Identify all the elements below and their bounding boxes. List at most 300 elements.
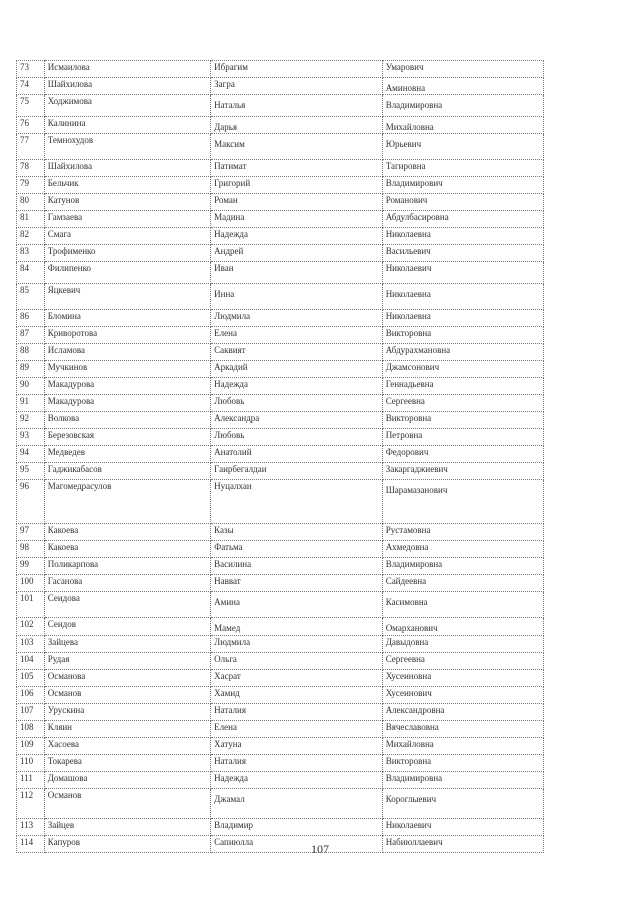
row-number	[17, 95, 45, 117]
given-name-cell-text: Хасрат	[214, 671, 241, 681]
surname-cell-text: Исмаилова	[47, 62, 90, 72]
row-number-text: 84	[20, 263, 29, 273]
patronymic-cell	[382, 738, 543, 755]
table-row	[17, 463, 544, 480]
row-number-text: 113	[20, 820, 34, 830]
surname-cell	[44, 61, 210, 78]
given-name-cell-text: Роман	[214, 195, 238, 205]
row-number-text: 112	[20, 790, 34, 800]
patronymic-cell-text: Владимировна	[385, 773, 443, 783]
given-name-cell-text: Казы	[214, 525, 234, 535]
patronymic-cell-text: Васильевич	[385, 246, 431, 256]
surname-cell-text: Рудая	[47, 654, 70, 664]
patronymic-cell	[382, 653, 543, 670]
table-row	[17, 687, 544, 704]
patronymic-cell	[382, 721, 543, 738]
table-row	[17, 429, 544, 446]
row-number-text: 100	[20, 576, 34, 586]
surname-cell	[44, 262, 210, 284]
given-name-cell-text: Аркадий	[214, 362, 248, 372]
given-name-cell-text: Нуцалхан	[214, 481, 252, 491]
given-name-cell-text: Загра	[214, 79, 235, 89]
surname-cell	[44, 653, 210, 670]
given-name-cell	[211, 211, 383, 228]
surname-cell	[44, 592, 210, 618]
surname-cell-text: Сеидов	[47, 619, 76, 629]
given-name-cell	[211, 738, 383, 755]
row-number-text: 76	[20, 118, 29, 128]
surname-cell-text: Макадурова	[47, 379, 95, 389]
given-name-cell	[211, 721, 383, 738]
row-number-text: 97	[20, 525, 29, 535]
row-number	[17, 412, 45, 429]
surname-cell-text: Шайхилова	[47, 161, 93, 171]
row-number-text: 111	[20, 773, 33, 783]
row-number	[17, 480, 45, 524]
given-name-cell-text: Инна	[214, 289, 235, 299]
surname-cell-text: Хасоева	[47, 739, 79, 749]
surname-cell	[44, 284, 210, 310]
patronymic-cell	[382, 541, 543, 558]
patronymic-cell-text: Абдулбасировна	[385, 212, 449, 222]
given-name-cell	[211, 636, 383, 653]
surname-cell-text: Кляин	[47, 722, 73, 732]
given-name-cell	[211, 592, 383, 618]
patronymic-cell-text: Викторовна	[385, 413, 432, 423]
given-name-cell-text: Елена	[214, 722, 237, 732]
surname-cell-text: Зайцев	[47, 820, 75, 830]
table-row	[17, 245, 544, 262]
patronymic-cell-text: Сергеевна	[385, 396, 425, 406]
row-number	[17, 463, 45, 480]
surname-cell	[44, 687, 210, 704]
patronymic-cell-text: Аминовна	[385, 83, 426, 93]
given-name-cell	[211, 480, 383, 524]
row-number	[17, 284, 45, 310]
row-number	[17, 194, 45, 211]
surname-cell-text: Гасанова	[47, 576, 83, 586]
given-name-cell-text: Сапиюлла	[214, 837, 254, 847]
patronymic-cell	[382, 636, 543, 653]
surname-cell	[44, 738, 210, 755]
row-number	[17, 228, 45, 245]
row-number-text: 89	[20, 362, 29, 372]
patronymic-cell-text: Николаевна	[385, 229, 431, 239]
given-name-cell-text: Мамед	[214, 623, 241, 633]
given-name-cell	[211, 160, 383, 177]
surname-cell-text: Поликарпова	[47, 559, 99, 569]
surname-cell	[44, 618, 210, 636]
surname-cell	[44, 819, 210, 836]
given-name-cell	[211, 819, 383, 836]
row-number-text: 114	[20, 837, 34, 847]
surname-cell	[44, 361, 210, 378]
surname-cell	[44, 378, 210, 395]
given-name-cell	[211, 541, 383, 558]
table-row	[17, 95, 544, 117]
table-row	[17, 524, 544, 541]
row-number	[17, 361, 45, 378]
patronymic-cell-text: Николаевич	[385, 263, 432, 273]
patronymic-cell	[382, 524, 543, 541]
row-number-text: 75	[20, 96, 29, 106]
given-name-cell-text: Александра	[214, 413, 260, 423]
surname-cell-text: Ходжимова	[47, 96, 92, 106]
patronymic-cell-text: Сайдеевна	[385, 576, 427, 586]
row-number	[17, 177, 45, 194]
table-row	[17, 61, 544, 78]
surname-cell-text: Какоева	[47, 542, 79, 552]
patronymic-cell	[382, 95, 543, 117]
row-number	[17, 755, 45, 772]
surname-cell	[44, 78, 210, 95]
surname-cell	[44, 636, 210, 653]
patronymic-cell	[382, 117, 543, 134]
patronymic-cell	[382, 378, 543, 395]
patronymic-cell	[382, 429, 543, 446]
surname-cell-text: Филипенко	[47, 263, 92, 273]
given-name-cell-text: Навват	[214, 576, 241, 586]
row-number-text: 79	[20, 178, 29, 188]
row-number-text: 93	[20, 430, 29, 440]
patronymic-cell	[382, 78, 543, 95]
row-number	[17, 636, 45, 653]
patronymic-cell-text: Шарамазанович	[385, 485, 448, 495]
given-name-cell	[211, 618, 383, 636]
table-row	[17, 592, 544, 618]
given-name-cell	[211, 653, 383, 670]
table-row	[17, 789, 544, 819]
table-row	[17, 575, 544, 592]
patronymic-cell	[382, 446, 543, 463]
row-number	[17, 819, 45, 836]
patronymic-cell	[382, 344, 543, 361]
patronymic-cell-text: Михайловна	[385, 739, 434, 749]
patronymic-cell	[382, 395, 543, 412]
given-name-cell-text: Хатуна	[214, 739, 242, 749]
patronymic-cell-text: Юрьевич	[385, 139, 422, 149]
patronymic-cell	[382, 704, 543, 721]
given-name-cell-text: Ольга	[214, 654, 237, 664]
table-row	[17, 738, 544, 755]
table-row	[17, 704, 544, 721]
surname-cell-text: Бломина	[47, 311, 81, 321]
surname-cell	[44, 412, 210, 429]
patronymic-cell-text: Федорович	[385, 447, 429, 457]
given-name-cell	[211, 78, 383, 95]
patronymic-cell	[382, 284, 543, 310]
given-name-cell-text: Андрей	[214, 246, 244, 256]
table-row	[17, 755, 544, 772]
surname-cell-text: Османов	[47, 790, 82, 800]
given-name-cell	[211, 687, 383, 704]
patronymic-cell-text: Джамсонович	[385, 362, 440, 372]
patronymic-cell	[382, 361, 543, 378]
patronymic-cell-text: Александровна	[385, 705, 445, 715]
surname-cell-text: Османов	[47, 688, 82, 698]
row-number-text: 107	[20, 705, 34, 715]
given-name-cell	[211, 789, 383, 819]
row-number-text: 95	[20, 464, 29, 474]
table-row	[17, 721, 544, 738]
row-number	[17, 772, 45, 789]
row-number	[17, 160, 45, 177]
patronymic-cell	[382, 211, 543, 228]
surname-cell-text: Яцкевич	[47, 285, 81, 295]
row-number	[17, 721, 45, 738]
table-row	[17, 772, 544, 789]
given-name-cell	[211, 134, 383, 160]
given-name-cell	[211, 670, 383, 687]
given-name-cell	[211, 61, 383, 78]
table-row	[17, 327, 544, 344]
patronymic-cell-text: Николаевич	[385, 820, 432, 830]
patronymic-cell-text: Петровна	[385, 430, 423, 440]
row-number-text: 106	[20, 688, 34, 698]
given-name-cell-text: Мадина	[214, 212, 245, 222]
row-number	[17, 327, 45, 344]
patronymic-cell	[382, 327, 543, 344]
table-row	[17, 558, 544, 575]
surname-cell-text: Гаджикабасов	[47, 464, 102, 474]
surname-cell-text: Токарева	[47, 756, 82, 766]
row-number-text: 88	[20, 345, 29, 355]
given-name-cell	[211, 429, 383, 446]
given-name-cell	[211, 395, 383, 412]
patronymic-cell-text: Николаевна	[385, 311, 431, 321]
surname-cell-text: Темнохудов	[47, 135, 94, 145]
row-number	[17, 61, 45, 78]
given-name-cell-text: Ибрагим	[214, 62, 248, 72]
row-number-text: 108	[20, 722, 34, 732]
given-name-cell	[211, 772, 383, 789]
patronymic-cell-text: Набиюллаевич	[385, 837, 443, 847]
surname-cell	[44, 160, 210, 177]
patronymic-cell	[382, 177, 543, 194]
table-row	[17, 134, 544, 160]
row-number	[17, 704, 45, 721]
patronymic-cell-text: Викторовна	[385, 328, 432, 338]
surname-cell	[44, 95, 210, 117]
surname-cell	[44, 194, 210, 211]
row-number	[17, 789, 45, 819]
patronymic-cell	[382, 412, 543, 429]
row-number	[17, 117, 45, 134]
given-name-cell	[211, 194, 383, 211]
row-number	[17, 344, 45, 361]
row-number-text: 90	[20, 379, 29, 389]
patronymic-cell-text: Рустамовна	[385, 525, 431, 535]
patronymic-cell	[382, 755, 543, 772]
surname-cell-text: Магомедрасулов	[47, 481, 112, 491]
row-number-text: 77	[20, 135, 29, 145]
patronymic-cell-text: Романович	[385, 195, 428, 205]
given-name-cell	[211, 361, 383, 378]
row-number-text: 86	[20, 311, 29, 321]
surname-cell-text: Урускина	[47, 705, 85, 715]
row-number	[17, 653, 45, 670]
page-number: 107	[311, 842, 329, 856]
given-name-cell	[211, 177, 383, 194]
surname-cell	[44, 344, 210, 361]
surname-cell	[44, 134, 210, 160]
surname-cell-text: Исламова	[47, 345, 86, 355]
patronymic-cell-text: Давыдовна	[385, 637, 429, 647]
surname-cell-text: Домашова	[47, 773, 88, 783]
given-name-cell	[211, 284, 383, 310]
patronymic-cell-text: Умарович	[385, 62, 424, 72]
table-row	[17, 310, 544, 327]
row-number	[17, 211, 45, 228]
given-name-cell-text: Гаирбегалдаи	[214, 464, 267, 474]
surname-cell	[44, 721, 210, 738]
table-row	[17, 541, 544, 558]
row-number-text: 105	[20, 671, 34, 681]
surname-cell-text: Березовская	[47, 430, 95, 440]
patronymic-cell	[382, 463, 543, 480]
surname-cell-text: Трофименко	[47, 246, 96, 256]
row-number-text: 73	[20, 62, 29, 72]
given-name-cell	[211, 262, 383, 284]
given-name-cell-text: Любовь	[214, 396, 245, 406]
surname-cell	[44, 211, 210, 228]
patronymic-cell-text: Геннадьевна	[385, 379, 434, 389]
surname-cell	[44, 524, 210, 541]
given-name-cell-text: Григорий	[214, 178, 251, 188]
patronymic-cell-text: Закаргаджиевич	[385, 464, 448, 474]
patronymic-cell-text: Вячеславовна	[385, 722, 439, 732]
surname-cell-text: Калинина	[47, 118, 86, 128]
row-number-text: 94	[20, 447, 29, 457]
surname-cell	[44, 558, 210, 575]
surname-cell	[44, 177, 210, 194]
row-number-text: 96	[20, 481, 29, 491]
row-number	[17, 446, 45, 463]
row-number	[17, 738, 45, 755]
row-number-text: 78	[20, 161, 29, 171]
table-row	[17, 653, 544, 670]
row-number	[17, 134, 45, 160]
surname-cell	[44, 327, 210, 344]
surname-cell-text: Медведев	[47, 447, 85, 457]
given-name-cell-text: Владимир	[214, 820, 254, 830]
row-number	[17, 558, 45, 575]
table-row	[17, 361, 544, 378]
surname-cell-text: Катунов	[47, 195, 80, 205]
row-number-text: 99	[20, 559, 29, 569]
patronymic-cell-text: Михайловна	[385, 122, 434, 132]
row-number	[17, 310, 45, 327]
patronymic-cell-text: Викторовна	[385, 756, 432, 766]
patronymic-cell-text: Хусеиновна	[385, 671, 432, 681]
given-name-cell-text: Хамид	[214, 688, 240, 698]
patronymic-cell	[382, 194, 543, 211]
row-number-text: 102	[20, 619, 34, 629]
surname-cell-text: Капуров	[47, 837, 81, 847]
table-row	[17, 177, 544, 194]
patronymic-cell	[382, 670, 543, 687]
row-number	[17, 262, 45, 284]
given-name-cell	[211, 327, 383, 344]
row-number	[17, 670, 45, 687]
table-row	[17, 284, 544, 310]
given-name-cell-text: Наталия	[214, 705, 246, 715]
given-name-cell	[211, 446, 383, 463]
row-number-text: 81	[20, 212, 29, 222]
row-number-text: 85	[20, 285, 29, 295]
given-name-cell-text: Анатолий	[214, 447, 252, 457]
roster-body	[17, 61, 544, 853]
patronymic-cell-text: Короглыевич	[385, 794, 437, 804]
surname-cell	[44, 575, 210, 592]
given-name-cell-text: Надежда	[214, 379, 249, 389]
row-number	[17, 245, 45, 262]
surname-cell-text: Волкова	[47, 413, 80, 423]
row-number-text: 92	[20, 413, 29, 423]
row-number	[17, 575, 45, 592]
row-number-text: 101	[20, 593, 34, 603]
row-number-text: 82	[20, 229, 29, 239]
given-name-cell-text: Елена	[214, 328, 237, 338]
table-row	[17, 78, 544, 95]
table-row	[17, 480, 544, 524]
given-name-cell	[211, 117, 383, 134]
row-number	[17, 687, 45, 704]
given-name-cell	[211, 704, 383, 721]
table-row	[17, 344, 544, 361]
patronymic-cell	[382, 160, 543, 177]
surname-cell-text: Гамзаева	[47, 212, 83, 222]
surname-cell	[44, 463, 210, 480]
table-row	[17, 160, 544, 177]
surname-cell-text: Османова	[47, 671, 86, 681]
patronymic-cell-text: Владимирович	[385, 178, 443, 188]
patronymic-cell	[382, 262, 543, 284]
given-name-cell-text: Людмила	[214, 637, 251, 647]
table-row	[17, 378, 544, 395]
given-name-cell-text: Патимат	[214, 161, 247, 171]
patronymic-cell	[382, 480, 543, 524]
table-row	[17, 395, 544, 412]
table-row	[17, 819, 544, 836]
patronymic-cell	[382, 558, 543, 575]
given-name-cell	[211, 558, 383, 575]
surname-cell	[44, 670, 210, 687]
given-name-cell-text: Фатьма	[214, 542, 243, 552]
patronymic-cell	[382, 592, 543, 618]
table-row	[17, 618, 544, 636]
table-row	[17, 446, 544, 463]
given-name-cell	[211, 412, 383, 429]
given-name-cell-text: Наталья	[214, 100, 246, 110]
row-number	[17, 618, 45, 636]
table-row	[17, 228, 544, 245]
row-number-text: 98	[20, 542, 29, 552]
row-number-text: 91	[20, 396, 29, 406]
row-number	[17, 378, 45, 395]
given-name-cell	[211, 228, 383, 245]
patronymic-cell	[382, 819, 543, 836]
row-number-text: 80	[20, 195, 29, 205]
given-name-cell	[211, 310, 383, 327]
patronymic-cell-text: Абдурахмановна	[385, 345, 451, 355]
table-row	[17, 262, 544, 284]
patronymic-cell	[382, 310, 543, 327]
row-number	[17, 524, 45, 541]
row-number-text: 109	[20, 739, 34, 749]
surname-cell	[44, 789, 210, 819]
surname-cell	[44, 245, 210, 262]
